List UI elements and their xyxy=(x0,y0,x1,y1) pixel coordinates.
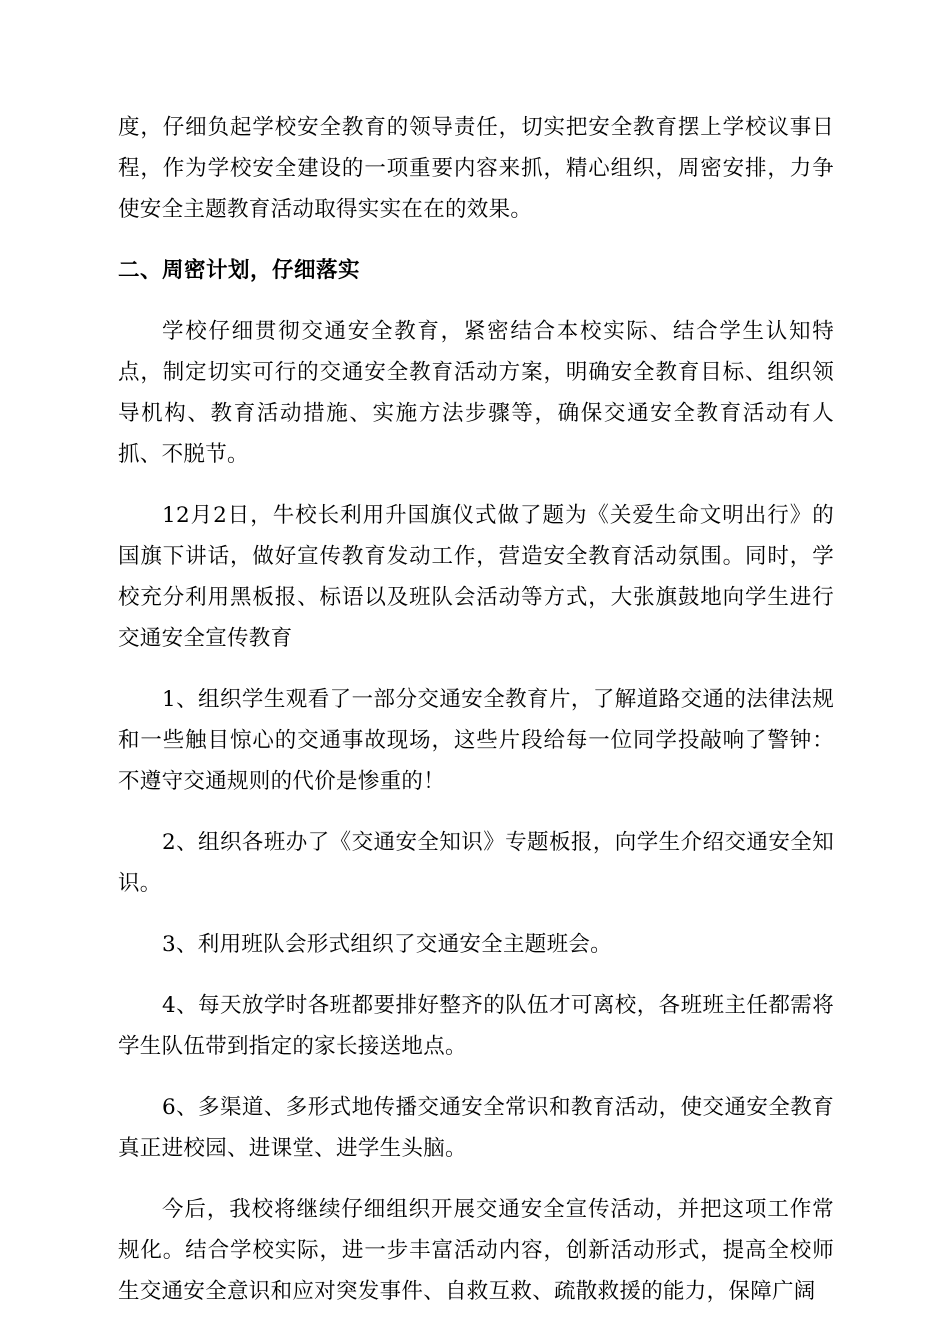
paragraph-future: 今后，我校将继续仔细组织开展交通安全宣传活动，并把这项工作常规化。结合学校实际，进一步丰富活动内容，创新活动形式，提高全校师生交通安全意识和应对突发事件、自救互救、疏散救援的能力，保障广阔 xyxy=(118,1197,834,1304)
section-heading: 二、周密计划，仔细落实 xyxy=(118,258,361,283)
paragraph-continuation: 度，仔细负起学校安全教育的领导责任，切实把安全教育摆上学校议事日程，作为学校安全建设的一项重要内容来抓，精心组织，周密安排，力争使安全主题教育活动取得实实在在的效果。 xyxy=(118,115,834,222)
list-item-3: 3、利用班队会形式组织了交通安全主题班会。 xyxy=(162,932,612,957)
list-item-1: 1、组织学生观看了一部分交通安全教育片，了解道路交通的法律法规和一些触目惊心的交通事故现场，这些片段给每一位同学投敲响了警钟：不遵守交通规则的代价是惨重的！ xyxy=(118,687,834,794)
list-item-6: 6、多渠道、多形式地传播交通安全常识和教育活动，使交通安全教育真正进校园、进课堂、进学生头脑。 xyxy=(118,1095,834,1161)
paragraph-plan: 学校仔细贯彻交通安全教育，紧密结合本校实际、结合学生认知特点，制定切实可行的交通安全教育活动方案，明确安全教育目标、组织领导机构、教育活动措施、实施方法步骤等，确保交通安全教育活动有人抓、不脱节。 xyxy=(118,319,834,467)
list-item-2: 2、组织各班办了《交通安全知识》专题板报，向学生介绍交通安全知识。 xyxy=(118,830,834,896)
list-item-4: 4、每天放学时各班都要排好整齐的队伍才可离校，各班班主任都需将学生队伍带到指定的家长接送地点。 xyxy=(118,993,834,1059)
paragraph-flag-speech: 12月2日，牛校长利用升国旗仪式做了题为《关爱生命文明出行》的国旗下讲话，做好宣传教育发动工作，营造安全教育活动氛围。同时，学校充分利用黑板报、标语以及班队会活动等方式，大张旗鼓地向学生进行交通安全宣传教育 xyxy=(118,503,834,651)
document-page xyxy=(118,107,834,1332)
